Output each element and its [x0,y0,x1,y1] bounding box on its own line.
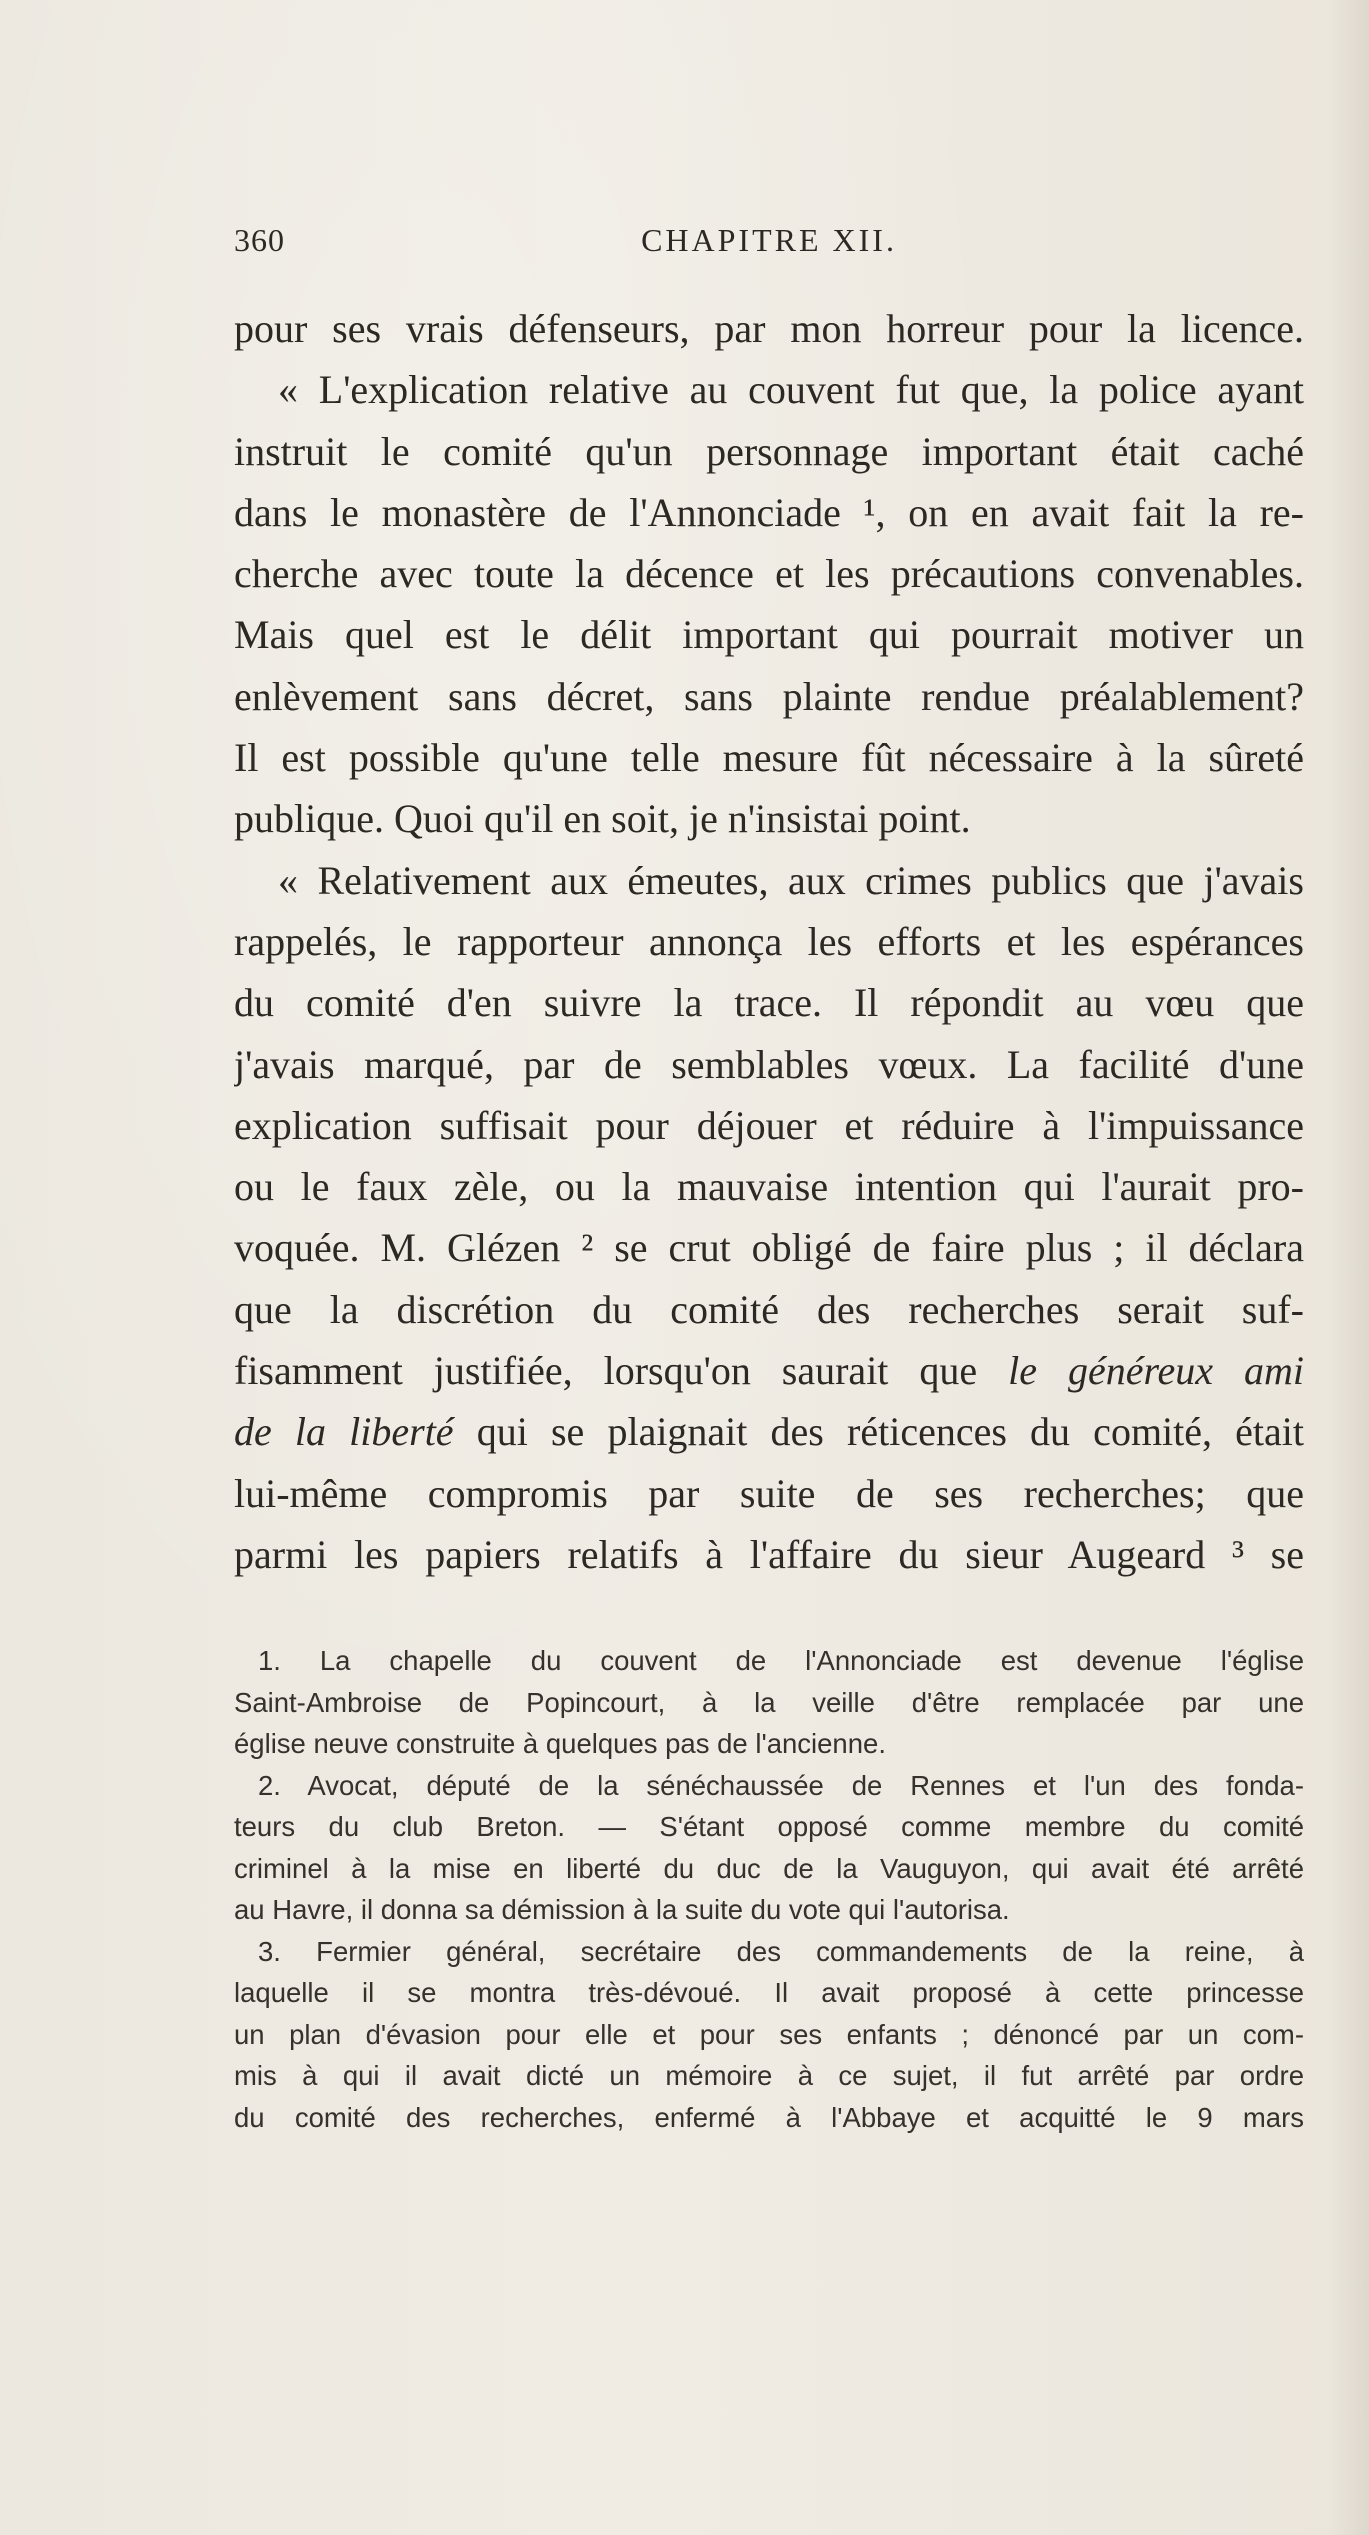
text-line: cherche avec toute la décence et les précautions convenables. [234,551,1304,597]
footnote-line: teurs du club Breton. — S'étant opposé comme membre du comité [234,1811,1304,1842]
running-head: CHAPITRE XII. [641,222,897,258]
text-line-with-italic [234,1340,1304,1401]
text-line: voquée. M. Glézen ² se crut obligé de faire plus ; il déclara [234,1225,1304,1271]
italic-phrase: le généreux ami [1008,1348,1304,1394]
text-line-with-italic [234,1401,1304,1462]
text-line: « Relativement aux émeutes, aux crimes publics que j'avais [278,857,1304,903]
text-line: parmi les papiers relatifs à l'affaire du sieur Augeard ³ se [234,1531,1304,1577]
text-line: dans le monastère de l'Annonciade ¹, on en avait fait la re- [234,489,1304,535]
footnote-line: 2. Avocat, député de la sénéchaussée de Rennes et l'un des fonda- [258,1769,1304,1801]
page-edge-shadow [1329,0,1369,2535]
text-line: ou le faux zèle, ou la mauvaise intention qui l'aurait pro- [234,1164,1304,1210]
text-line: j'avais marqué, par de semblables vœux. La facilité d'une [234,1041,1304,1087]
footnote-line: laquelle il se montra très-dévoué. Il avait proposé à cette princesse [234,1977,1304,2008]
page-header [234,222,1304,272]
main-text [234,298,1304,1585]
footnote-line: 3. Fermier général, secrétaire des commandements de la reine, à [258,1935,1304,1967]
footnote-line: Saint-Ambroise de Popincourt, à la veille d'être remplacée par une [234,1686,1304,1718]
text-line: Il est possible qu'une telle mesure fût nécessaire à la sûreté [234,735,1304,781]
text-line: lui-même compromis par suite de ses recherches; que [234,1470,1304,1516]
text-line: Mais quel est le délit important qui pourrait motiver un [234,612,1304,658]
page-number: 360 [234,222,285,258]
italic-phrase: de la liberté [234,1409,454,1455]
text-line: instruit le comité qu'un personnage important était caché [234,428,1304,474]
footnote-line: un plan d'évasion pour elle et pour ses enfants ; dénoncé par un com- [234,2018,1304,2050]
text-line: explication suffisait pour déjouer et réduire à l'impuissance [234,1102,1304,1148]
text-line: publique. Quoi qu'il en soit, je n'insistai point. [234,796,971,842]
text-line: rappelés, le rapporteur annonça les efforts et les espérances [234,918,1304,964]
footnote-line: du comité des recherches, enfermé à l'Abbaye et acquitté le 9 mars [234,2101,1304,2133]
text-line: « L'explication relative au couvent fut que, la police ayant [278,367,1304,413]
text-line: pour ses vrais défenseurs, par mon horreur pour la licence. [234,306,1304,351]
text-line: du comité d'en suivre la trace. Il répondit au vœu que [234,980,1304,1026]
text-line: que la discrétion du comité des recherches serait suf- [234,1286,1304,1332]
footnote-line: criminel à la mise en liberté du duc de la Vauguyon, qui avait été arrêté [234,1852,1304,1884]
footnote-line: église neuve construite à quelques pas de l'ancienne. [234,1728,886,1759]
footnote-line: mis à qui il avait dicté un mémoire à ce sujet, il fut arrêté par ordre [234,2060,1304,2091]
footnote-line: 1. La chapelle du couvent de l'Annonciade est devenue l'église [258,1645,1304,1676]
text-segment: qui se plaignait des réticences du comité, était [476,1409,1304,1455]
footnotes [234,1640,1304,2138]
text-segment: fisamment justifiée, lorsqu'on saurait que [234,1348,978,1394]
footnote-line: au Havre, il donna sa démission à la suite du vote qui l'autorisa. [234,1894,1010,1925]
text-line: enlèvement sans décret, sans plainte rendue préalablement? [234,673,1304,719]
